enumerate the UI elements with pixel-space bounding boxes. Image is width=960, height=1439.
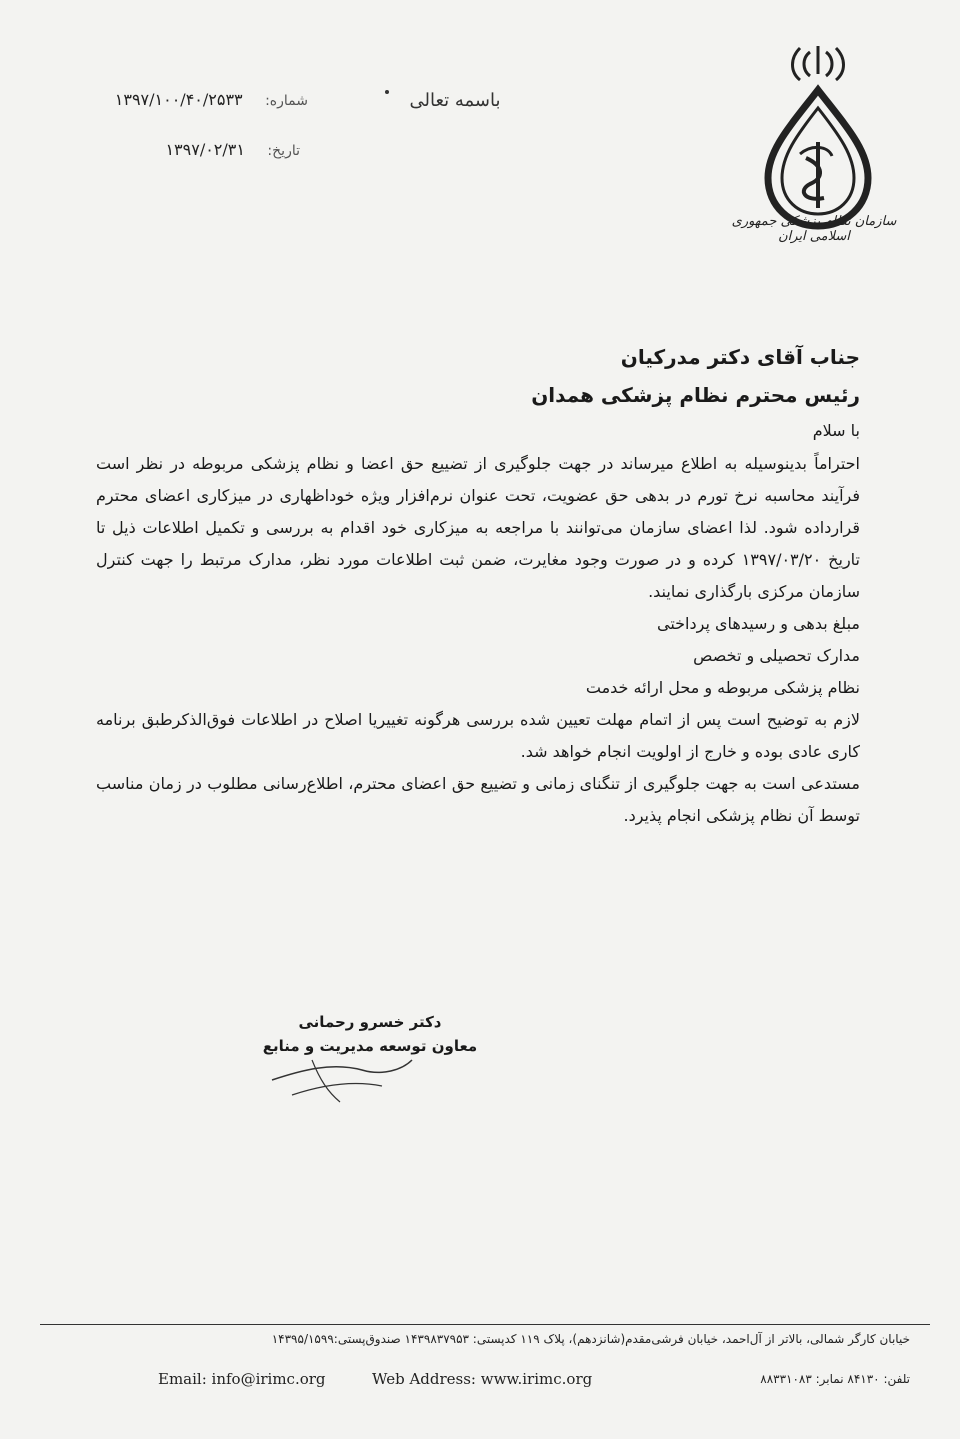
letter-date-label: تاریخ: (267, 143, 300, 159)
letter-body (96, 338, 860, 832)
list-item: مبلغ بدهی و رسیدهای پرداختی (656, 614, 860, 633)
letter-number-row (88, 90, 308, 109)
letter-number-label: شماره: (265, 93, 308, 109)
footer-phone-fax: تلفن: ۸۴۱۳۰ نمابر: ۸۸۳۳۱۰۸۳ (760, 1372, 910, 1386)
body-paragraph-1: احتراماً بدینوسیله به اطلاع میرساند در جهت جلوگیری از تضییع حق اعضا و نظام پزشکی مربوطه در نظر است فرآیند محاسبه نرخ تورم در بدهی حق عضویت، تحت عنوان نرم‌افزار ویژه خوداظهاری در میزکاری اعضای محترم قرارداده شود. لذا اعضای سازمان می‌توانند با مراجعه به میزکاری خود اقدام به بررسی و تکمیل اطلاعات ذیل تا تاریخ ۱۳۹۷/۰۳/۲۰ کرده و در صورت وجود مغایرت، ضمن ثبت اطلاعات مورد نظر، مدارک مرتبط را جهت کنترل سازمان مرکزی بارگذاری نمایند. (96, 454, 861, 601)
handwritten-signature-scribble (262, 1040, 422, 1110)
body-paragraph-3: مستدعی است به جهت جلوگیری از تنگنای زمانی و تضییع حق اعضای محترم، اطلاع‌رسانی مطلوب در زمان مناسب توسط آن نظام پزشکی انجام پذیرد. (96, 774, 860, 825)
signer-name: دکتر خسرو رحمانی (298, 1013, 442, 1031)
footer-email: Email: info@irimc.org (158, 1370, 326, 1388)
greeting: با سلام (812, 421, 860, 440)
footer-contacts (60, 1370, 910, 1394)
letter-date-row (140, 140, 300, 159)
letter-date-value: ۱۳۹۷/۰۲/۳۱ (165, 140, 245, 159)
footer-web-address: Web Address: www.irimc.org (372, 1370, 593, 1388)
basmala-heading: باسمه تعالی (409, 90, 501, 111)
list-item: نظام پزشکی مربوطه و محل ارائه خدمت (585, 678, 860, 697)
footer-divider (40, 1324, 930, 1325)
signer-title: معاون توسعه مدیریت و منابع (262, 1037, 478, 1055)
decorative-dot (385, 90, 389, 94)
list-item: مدارک تحصیلی و تخصص (693, 646, 860, 665)
letter-number-value: ۱۳۹۷/۱۰۰/۴۰/۲۵۳۳ (114, 90, 243, 109)
org-name: سازمان نظام پزشکی جمهوری اسلامی ایران (731, 214, 897, 244)
recipient-title: رئیس محترم نظام پزشکی همدان (531, 383, 860, 407)
recipient-name: جناب آقای دکتر مدرکیان (620, 345, 860, 369)
body-paragraph-2: لازم به توضیح است پس از اتمام مهلت تعیین شده بررسی هرگونه تغییریا اصلاح در اطلاعات فوق‌الذکرطبق برنامه کاری عادی بوده و خارج از اولویت انجام خواهد شد. (96, 710, 860, 761)
footer-address: خیابان کارگر شمالی، بالاتر از آل‌احمد، خیابان فرشی‌مقدم(شانزدهم)، پلاک ۱۱۹ کدپستی: ۱۴۳۹۸۳۷۹۵۳ صندوق‌پستی:۱۴۳۹۵/۱۵۹۹ (271, 1332, 910, 1346)
